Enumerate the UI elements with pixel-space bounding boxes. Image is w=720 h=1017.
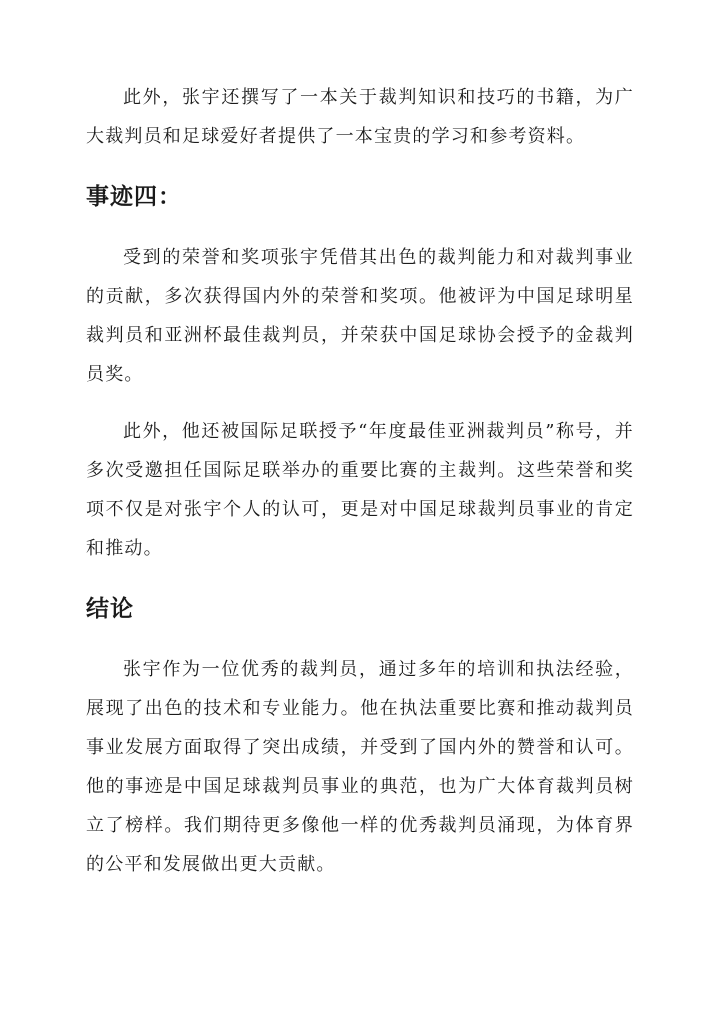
- paragraph-fifa-award: 此外，他还被国际足联授予“年度最佳亚洲裁判员”称号，并多次受邀担任国际足联举办的重要比赛的主裁判。这些荣誉和奖项不仅是对张宇个人的认可，更是对中国足球裁判员事业的肯定和推动。: [86, 421, 634, 559]
- document-page: [86, 78, 634, 884]
- paragraph-honors: 受到的荣誉和奖项张宇凭借其出色的裁判能力和对裁判事业的贡献，多次获得国内外的荣誉和奖项。他被评为中国足球明星裁判员和亚洲杯最佳裁判员，并荣获中国足球协会授予的金裁判员奖。: [86, 247, 634, 385]
- paragraph-book: 此外，张宇还撰写了一本关于裁判知识和技巧的书籍，为广大裁判员和足球爱好者提供了一本宝贵的学习和参考资料。: [86, 87, 634, 147]
- paragraph-conclusion: 张宇作为一位优秀的裁判员，通过多年的培训和执法经验，展现了出色的技术和专业能力。他在执法重要比赛和推动裁判员事业发展方面取得了突出成绩，并受到了国内外的赞誉和认可。他的事迹是中国足球裁判员事业的典范，也为广大体育裁判员树立了榜样。我们期待更多像他一样的优秀裁判员涌现，为体育界的公平和发展做出更大贡献。: [86, 659, 634, 875]
- heading-conclusion: 结论: [86, 595, 134, 622]
- heading-deed-four: 事迹四：: [86, 183, 182, 210]
